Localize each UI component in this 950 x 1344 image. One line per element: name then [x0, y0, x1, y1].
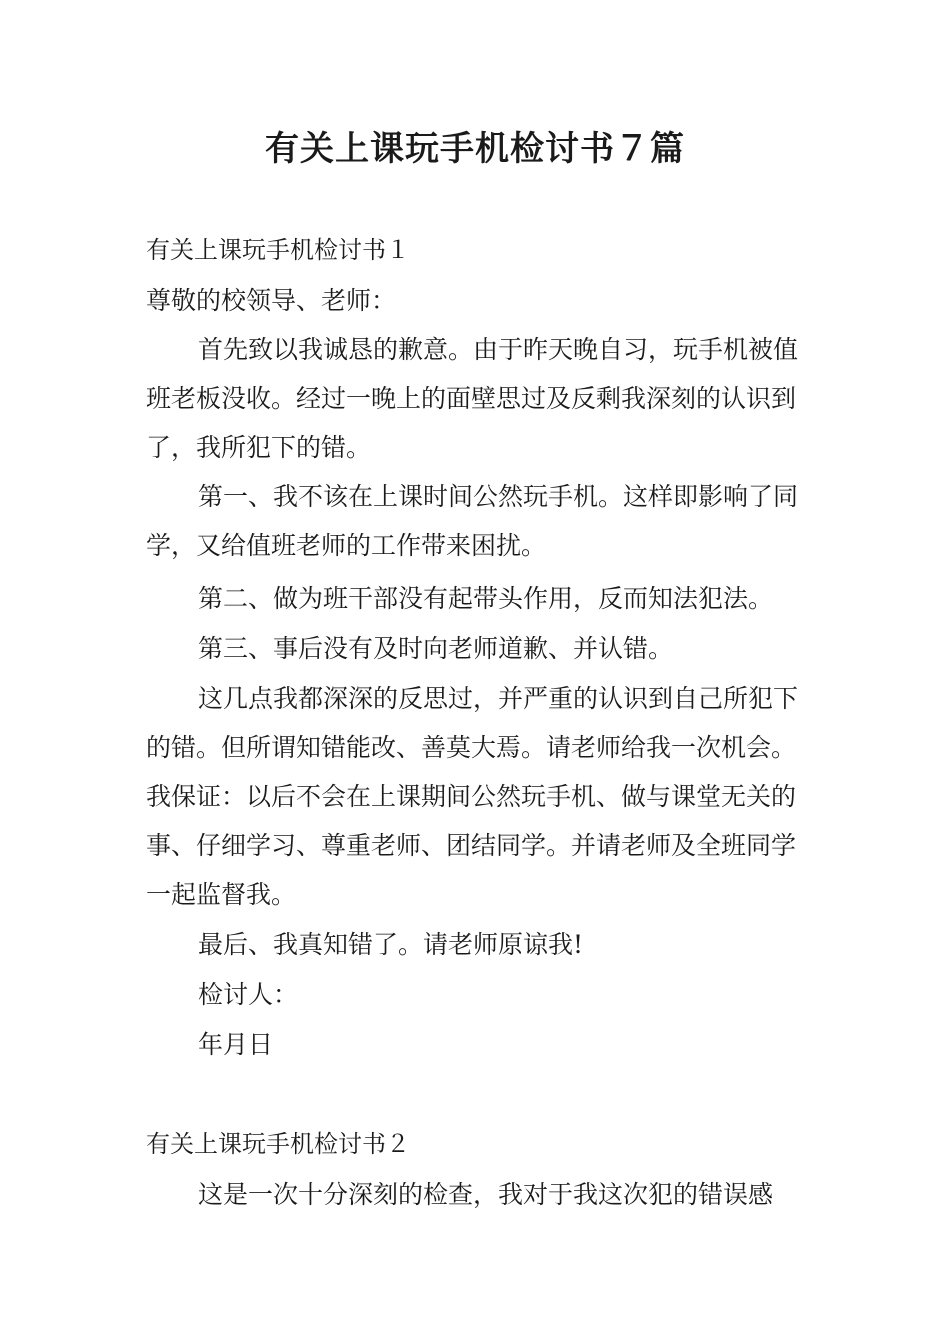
salutation: 尊敬的校领导、老师： [146, 286, 397, 315]
date-line: 年月日 [198, 1030, 274, 1059]
paragraph-reflection: 这几点我都深深的反思过，并严重的认识到自己所犯下的错。但所谓知错能改、善莫大焉。请老师给我一次机会。我保证：以后不会在上课期间公然玩手机、做与课堂无关的事、仔细学习、尊重老师、团结同学。并请老师及全班同学一起监督我。 [146, 684, 799, 909]
paragraph-second-letter-opening: 这是一次十分深刻的检查，我对于我这次犯的错误感 [198, 1180, 774, 1209]
paragraph-closing: 最后、我真知错了。请老师原谅我! [198, 930, 584, 959]
section-heading-1: 有关上课玩手机检讨书１ [146, 236, 410, 264]
section-heading-2: 有关上课玩手机检讨书２ [146, 1130, 410, 1158]
paragraph-apology: 首先致以我诚恳的歉意。由于昨天晚自习，玩手机被值班老板没收。经过一晚上的面壁思过及反剩我深刻的认识到了，我所犯下的错。 [146, 335, 799, 462]
signature-line: 检讨人： [198, 980, 299, 1009]
paragraph-second-point: 第二、做为班干部没有起带头作用，反而知法犯法。 [198, 584, 774, 613]
paragraph-first-point: 第一、我不该在上课时间公然玩手机。这样即影响了同学，又给值班老师的工作带来困扰。 [146, 482, 799, 560]
paragraph-third-point: 第三、事后没有及时向老师道歉、并认错。 [198, 634, 674, 663]
document-title: 有关上课玩手机检讨书７篇 [265, 129, 685, 169]
